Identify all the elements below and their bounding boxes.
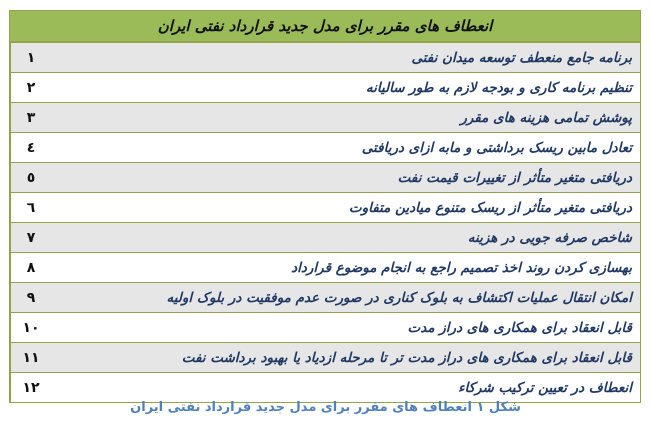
row-text: بهسازی کردن روند اخذ تصمیم راجع به انجام موضوع قرارداد xyxy=(291,259,632,276)
row-number: ١٠ xyxy=(10,313,51,342)
table-row xyxy=(10,42,640,72)
table-row xyxy=(10,342,640,372)
row-text: پوشش تمامی هزینه های مقرر xyxy=(460,109,632,126)
table-row xyxy=(10,372,640,402)
row-text: شاخص صرفه جویی در هزینه xyxy=(467,229,632,246)
table-title: انعطاف های مقرر برای مدل جدید قرارداد نفتی ایران xyxy=(10,11,640,42)
table-body xyxy=(10,42,640,402)
row-text: تعادل مابین ریسک برداشتی و مابه ازای دریافتی xyxy=(361,139,632,156)
table-row xyxy=(10,192,640,222)
row-number: ٩ xyxy=(10,283,51,312)
table-row xyxy=(10,252,640,282)
row-text: امکان انتقال عملیات اکتشاف به بلوک کناری در صورت عدم موفقیت در بلوک اولیه xyxy=(166,289,632,306)
row-number: ٦ xyxy=(10,193,51,222)
figure-caption: شکل ١ انعطاف های مقرر برای مدل جدید قرارداد نفتی ایران xyxy=(130,400,521,415)
table-row xyxy=(10,72,640,102)
row-text: برنامه جامع منعطف توسعه میدان نفتی xyxy=(411,49,632,66)
row-number: ٣ xyxy=(10,103,51,132)
table-row xyxy=(10,312,640,342)
table-row xyxy=(10,102,640,132)
row-text: دریافتی متغیر متأثر از تغییرات قیمت نفت xyxy=(397,169,632,186)
row-number: ١ xyxy=(10,43,51,72)
table-row xyxy=(10,222,640,252)
row-text: تنظیم برنامه کاری و بودجه لازم به طور سالیانه xyxy=(365,79,632,96)
flexibility-table xyxy=(9,10,641,403)
row-number: ٧ xyxy=(10,223,51,252)
row-text: قابل انعقاد برای همکاری های دراز مدت xyxy=(407,319,632,336)
row-number: ١١ xyxy=(10,343,51,372)
table-row xyxy=(10,282,640,312)
row-number: ٥ xyxy=(10,163,51,192)
row-text: قابل انعقاد برای همکاری های دراز مدت تر تا مرحله ازدیاد یا بهبود برداشت نفت xyxy=(181,349,632,366)
row-text: انعطاف در تعیین ترکیب شرکاء xyxy=(458,379,632,396)
row-number: ٢ xyxy=(10,73,51,102)
row-number: ٨ xyxy=(10,253,51,282)
row-number: ٤ xyxy=(10,133,51,162)
row-text: دریافتی متغیر متأثر از ریسک متنوع میادین متفاوت xyxy=(348,199,632,216)
table-row xyxy=(10,162,640,192)
row-number: ١٢ xyxy=(10,373,51,402)
table-row xyxy=(10,132,640,162)
